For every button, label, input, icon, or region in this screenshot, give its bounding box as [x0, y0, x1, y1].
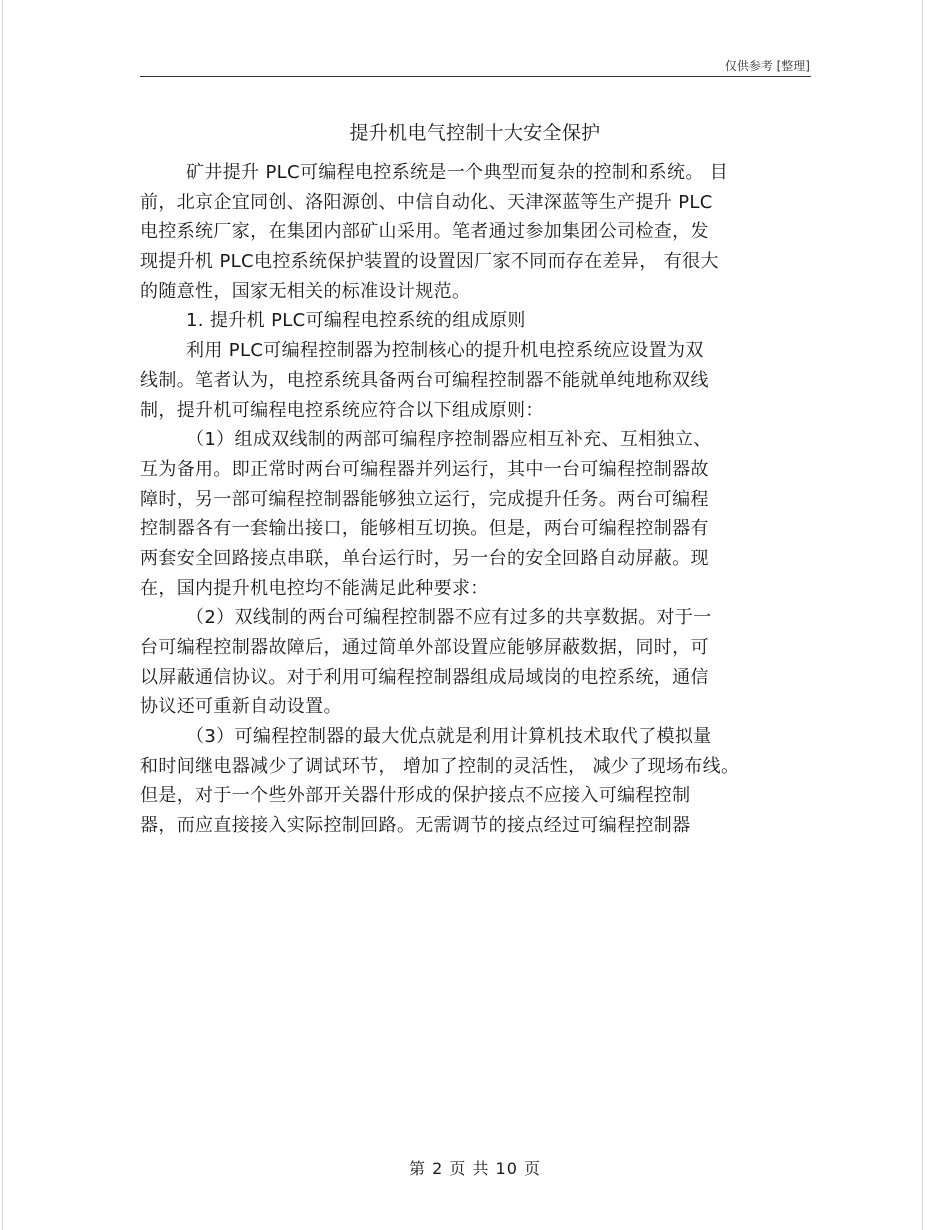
body-line: 矿井提升 PLC可编程电控系统是一个典型而复杂的控制和系统。 目 — [186, 162, 729, 183]
body-line: 障时，另一部可编程控制器能够独立运行，完成提升任务。两台可编程 — [140, 488, 709, 510]
document-title: 提升机电气控制十大安全保护 — [349, 122, 601, 144]
page-header: 仅供参考 [整理] — [724, 59, 810, 73]
body-line: （2）双线制的两台可编程控制器不应有过多的共享数据。对于一 — [186, 607, 712, 629]
page-edge-left — [2, 0, 3, 1230]
body-line: 以屏蔽通信协议。对于利用可编程控制器组成局域岗的电控系统，通信 — [140, 666, 709, 688]
body-line: 和时间继电器减少了调试环节， 增加了控制的灵活性， 减少了现场布线。 — [140, 755, 740, 777]
body-line: 电控系统厂家，在集团内部矿山采用。笔者通过参加集团公司检查，发 — [140, 221, 709, 243]
body-line: 线制。笔者认为，电控系统具备两台可编程控制器不能就单纯地称双线 — [140, 369, 709, 391]
body-line: 控制器各有一套输出接口，能够相互切换。但是，两台可编程控制器有 — [140, 518, 709, 540]
body-line: 互为备用。即正常时两台可编程器并列运行，其中一台可编程控制器故 — [140, 458, 709, 480]
body-line: 利用 PLC可编程控制器为控制核心的提升机电控系统应设置为双 — [186, 340, 704, 362]
body-line: 现提升机 PLC电控系统保护装置的设置因厂家不同而存在差异， 有很大 — [140, 251, 719, 273]
header-rule — [140, 76, 811, 77]
page-footer: 第 2 页 共 10 页 — [409, 1159, 541, 1178]
body-line: 器，而应直接接入实际控制回路。无需调节的接点经过可编程控制器 — [140, 815, 691, 837]
body-line: （3）可编程控制器的最大优点就是利用计算机技术取代了模拟量 — [186, 726, 712, 748]
body-line: 协议还可重新自动设置。 — [140, 696, 342, 718]
body-line: 制，提升机可编程电控系统应符合以下组成原则： — [140, 399, 544, 421]
body-line: 两套安全回路接点串联，单台运行时，另一台的安全回路自动屏蔽。现 — [140, 547, 709, 569]
body-line: 1. 提升机 PLC可编程电控系统的组成原则 — [186, 310, 526, 332]
body-line: （1）组成双线制的两部可编程序控制器应相互补充、互相独立、 — [186, 429, 712, 451]
body-line: 的随意性，国家无相关的标准设计规范。 — [140, 280, 471, 302]
body-line: 前，北京企宜同创、洛阳源创、中信自动化、天津深蓝等生产提升 PLC — [140, 191, 713, 213]
document-body — [140, 158, 820, 841]
page-edge-right — [922, 0, 923, 1230]
body-line: 台可编程控制器故障后，通过简单外部设置应能够屏蔽数据，同时，可 — [140, 637, 709, 658]
body-line: 在，国内提升机电控均不能满足此种要求： — [140, 577, 489, 599]
body-line: 但是，对于一个些外部开关器什形成的保护接点不应接入可编程控制 — [140, 785, 691, 807]
